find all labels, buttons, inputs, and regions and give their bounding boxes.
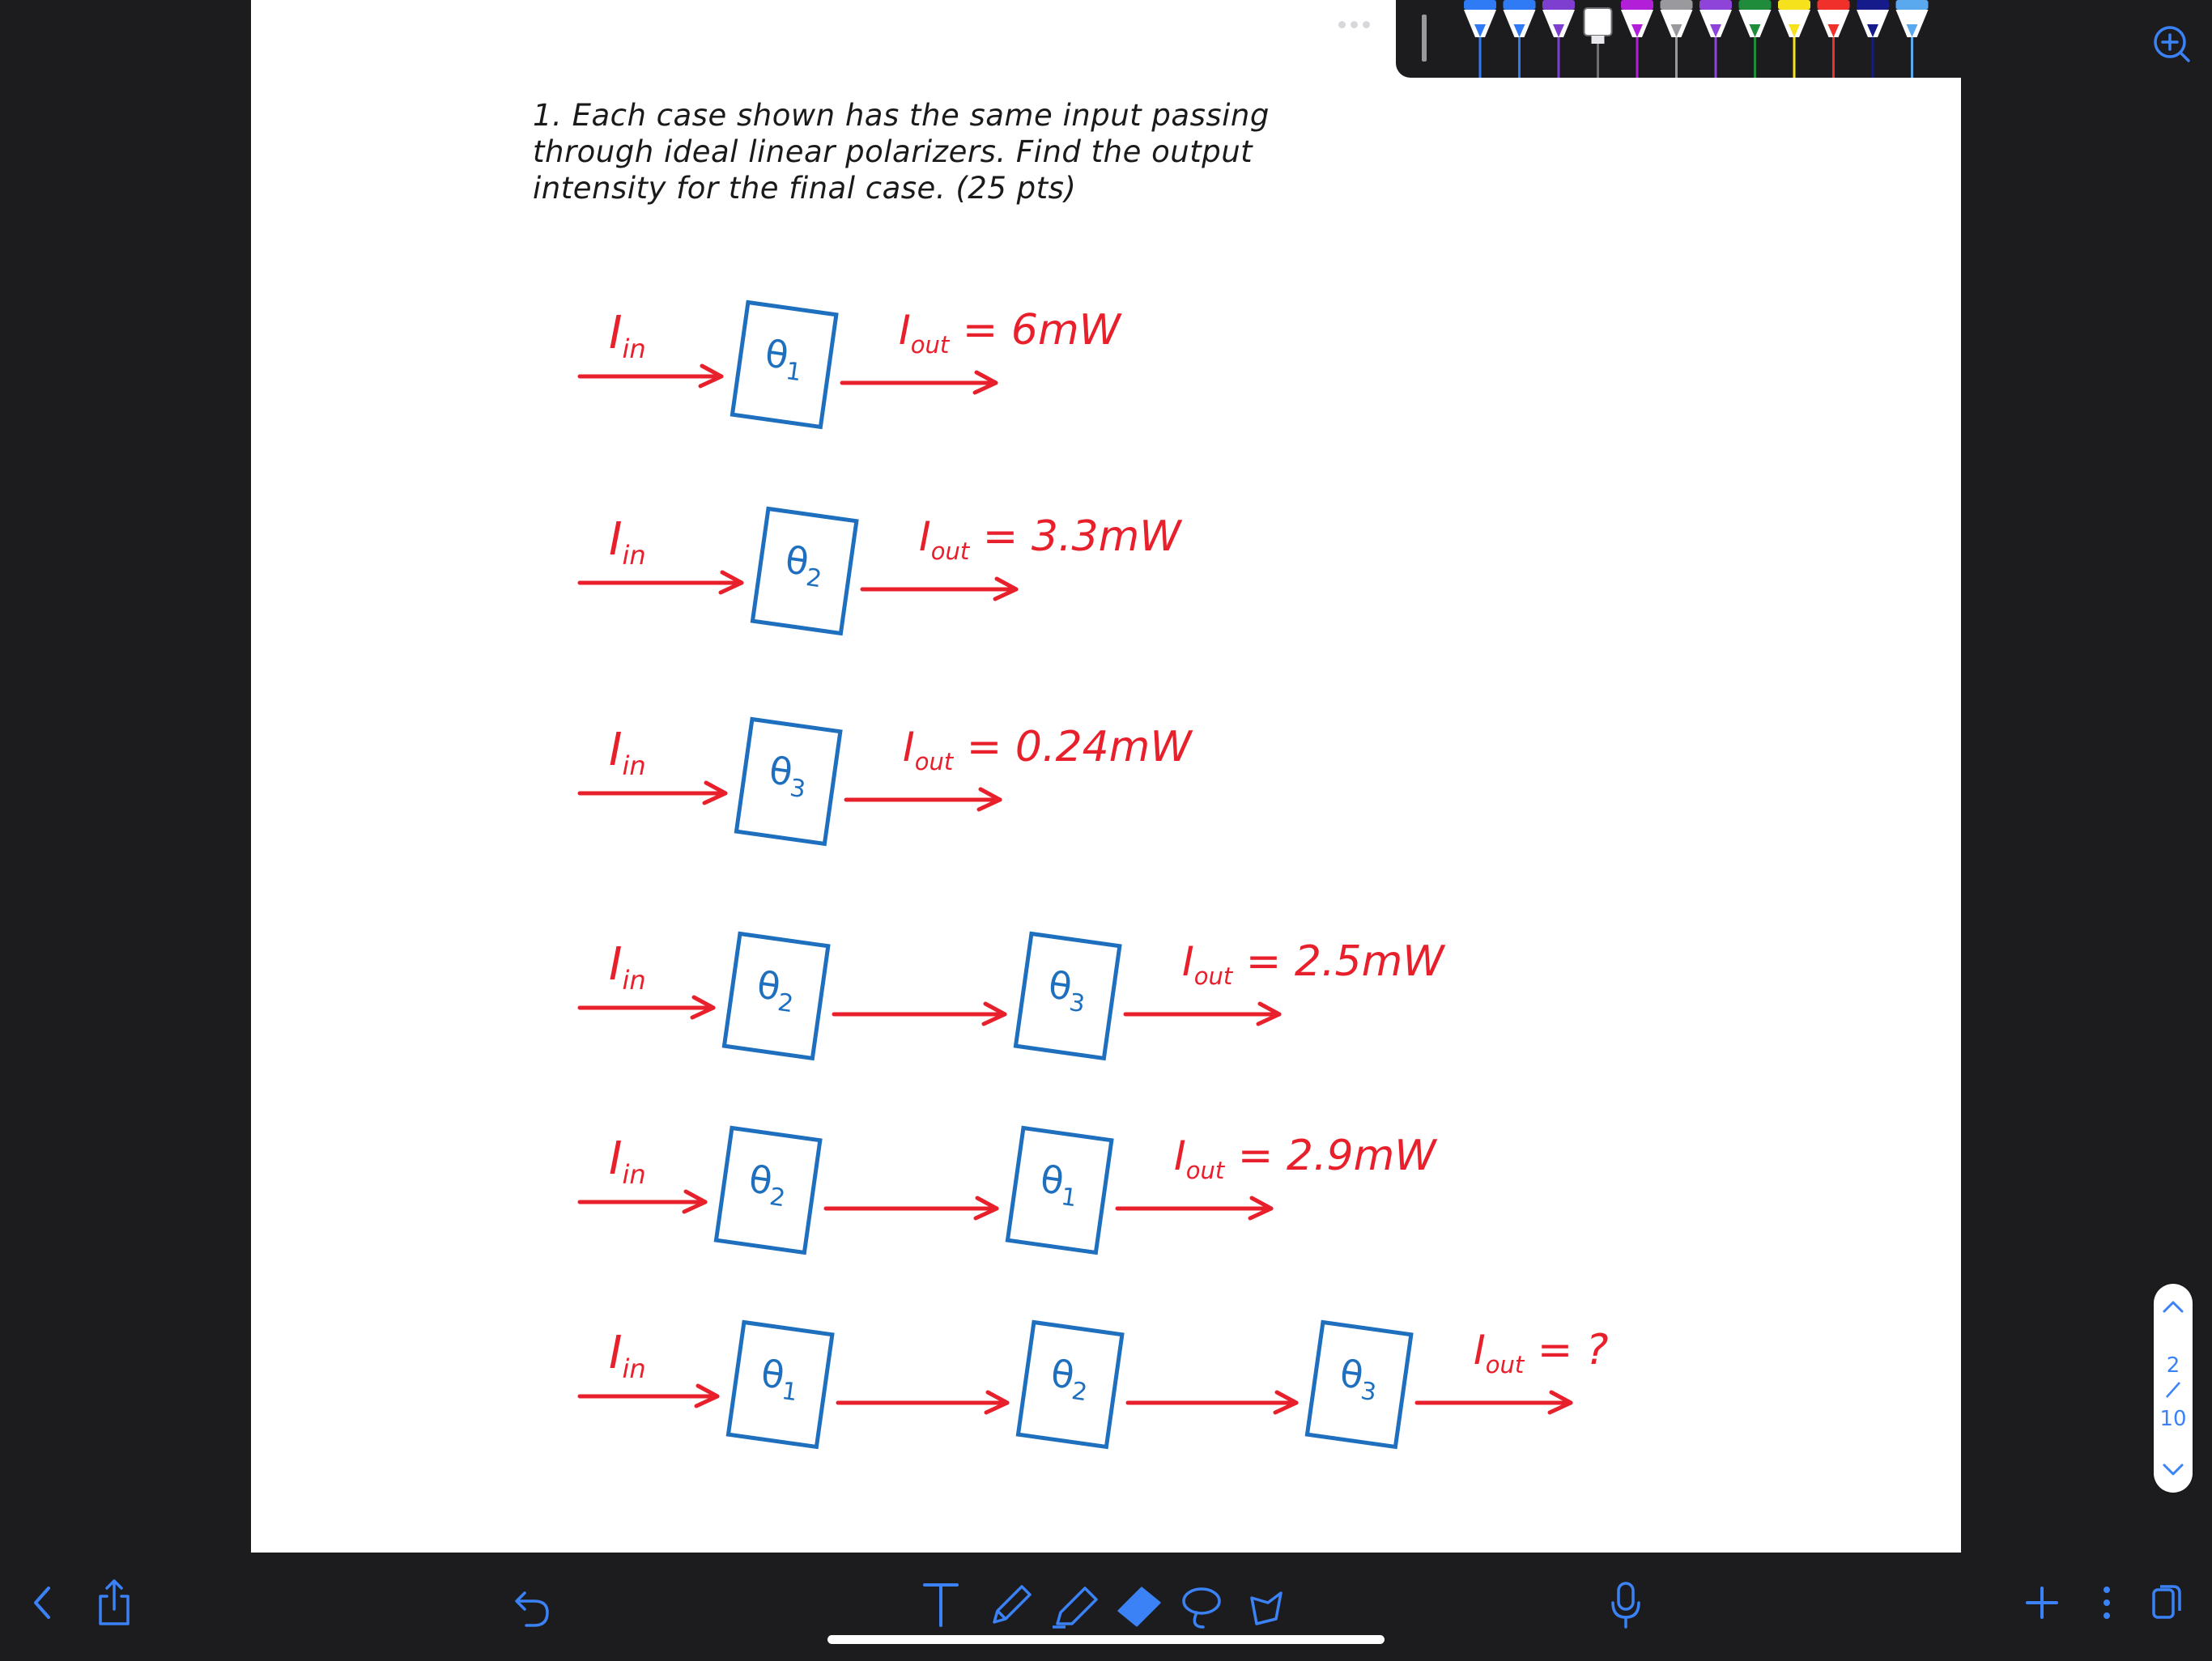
polarizer-2 [1307,1322,1410,1446]
polarizer-angle-label: $\theta_1$ [758,1351,800,1408]
share-icon[interactable] [100,1581,128,1624]
more-icon[interactable] [2104,1587,2110,1619]
polarizer-angle-label: $\theta_3$ [1045,962,1087,1019]
polarizer-angle-label: $\theta_2$ [746,1157,788,1213]
output-intensity-label: $I_{out} = 3.3mW$ [919,512,1181,565]
output-intensity-label: $I_{out} = 6mW$ [899,306,1121,359]
eraser-tool-icon[interactable] [1119,1588,1159,1625]
pen-tray-svg [1396,0,1962,78]
output-intensity-label: $I_{out} = 2.5mW$ [1182,937,1444,990]
page-current: 2 [2166,1353,2180,1378]
page-down-icon[interactable] [2164,1465,2182,1474]
tray-divider [1422,15,1427,62]
polarizer-1 [1015,933,1119,1058]
pen-red-icon[interactable] [1818,0,1850,78]
pen-purple-icon[interactable] [1542,0,1575,78]
polarizer-angle-label: $\theta_3$ [766,748,808,805]
pages-icon[interactable] [2154,1587,2180,1617]
input-intensity-label: $I_{in}$ [609,938,646,996]
text-tool-icon[interactable] [925,1585,957,1625]
polarizer-1 [1018,1322,1121,1446]
polarizer-angle-label: $\theta_1$ [762,331,804,388]
output-intensity-label: $I_{out} = 2.9mW$ [1174,1132,1436,1184]
polarizer-0 [752,508,856,633]
input-intensity-label: $I_{in}$ [609,307,646,364]
page-separator-slash [2167,1383,2180,1397]
polarizer-0 [716,1128,819,1252]
polarizer-angle-label: $\theta_3$ [1337,1351,1379,1408]
pen-magenta-icon[interactable] [1621,0,1653,78]
input-intensity-label: $I_{in}$ [609,513,646,571]
back-icon[interactable] [36,1588,49,1617]
polarizer-angle-label: $\theta_2$ [754,962,796,1019]
pen-blue-icon[interactable] [1464,0,1496,78]
pen-gray-icon[interactable] [1661,0,1693,78]
highlighter-tool-icon[interactable] [1053,1588,1096,1627]
polarizer-0 [736,719,840,843]
add-icon[interactable] [2027,1588,2057,1617]
input-intensity-label: $I_{in}$ [609,1327,646,1384]
page-navigator[interactable] [2154,1284,2193,1493]
zoom-button[interactable] [2138,13,2202,71]
polarizer-angle-label: $\theta_1$ [1037,1157,1079,1213]
pen-green-icon[interactable] [1739,0,1772,78]
pen-yellow-icon[interactable] [1778,0,1810,78]
page-total: 10 [2159,1407,2187,1431]
polarizer-angle-label: $\theta_2$ [1048,1351,1090,1408]
zoom-in-icon [2138,13,2202,71]
highlighter-white-icon[interactable] [1585,8,1612,78]
pen-tray [1396,0,1962,78]
pen-lightblue-icon[interactable] [1896,0,1929,78]
pen-navy-icon[interactable] [1857,0,1889,78]
polarizer-angle-label: $\theta_2$ [782,537,824,594]
output-intensity-label: $I_{out}$ = ? [1474,1326,1609,1379]
polarizer-1 [1007,1128,1111,1252]
problem-line: through ideal linear polarizers. Find the output [533,134,1253,169]
page-up-icon[interactable] [2164,1302,2182,1311]
home-indicator[interactable] [827,1635,1385,1644]
polarizer-0 [728,1322,832,1446]
problem-line: intensity for the final case. (25 pts) [533,171,1077,206]
polarizer-0 [724,933,827,1058]
undo-icon[interactable] [517,1593,547,1625]
pen-blue-icon[interactable] [1504,0,1536,78]
page-nav-arrows [2154,1284,2193,1493]
input-intensity-label: $I_{in}$ [609,724,646,781]
input-intensity-label: $I_{in}$ [609,1132,646,1190]
shapes-tool-icon[interactable] [1252,1593,1281,1624]
problem-line: 1. Each case shown has the same input passing [533,98,1270,133]
polarizer-0 [732,302,836,427]
output-intensity-label: $I_{out} = 0.24mW$ [903,723,1192,775]
pen-violet-icon[interactable] [1699,0,1732,78]
microphone-icon[interactable] [1613,1583,1639,1627]
pen-tool-icon[interactable] [994,1587,1030,1622]
lasso-tool-icon[interactable] [1184,1589,1219,1627]
